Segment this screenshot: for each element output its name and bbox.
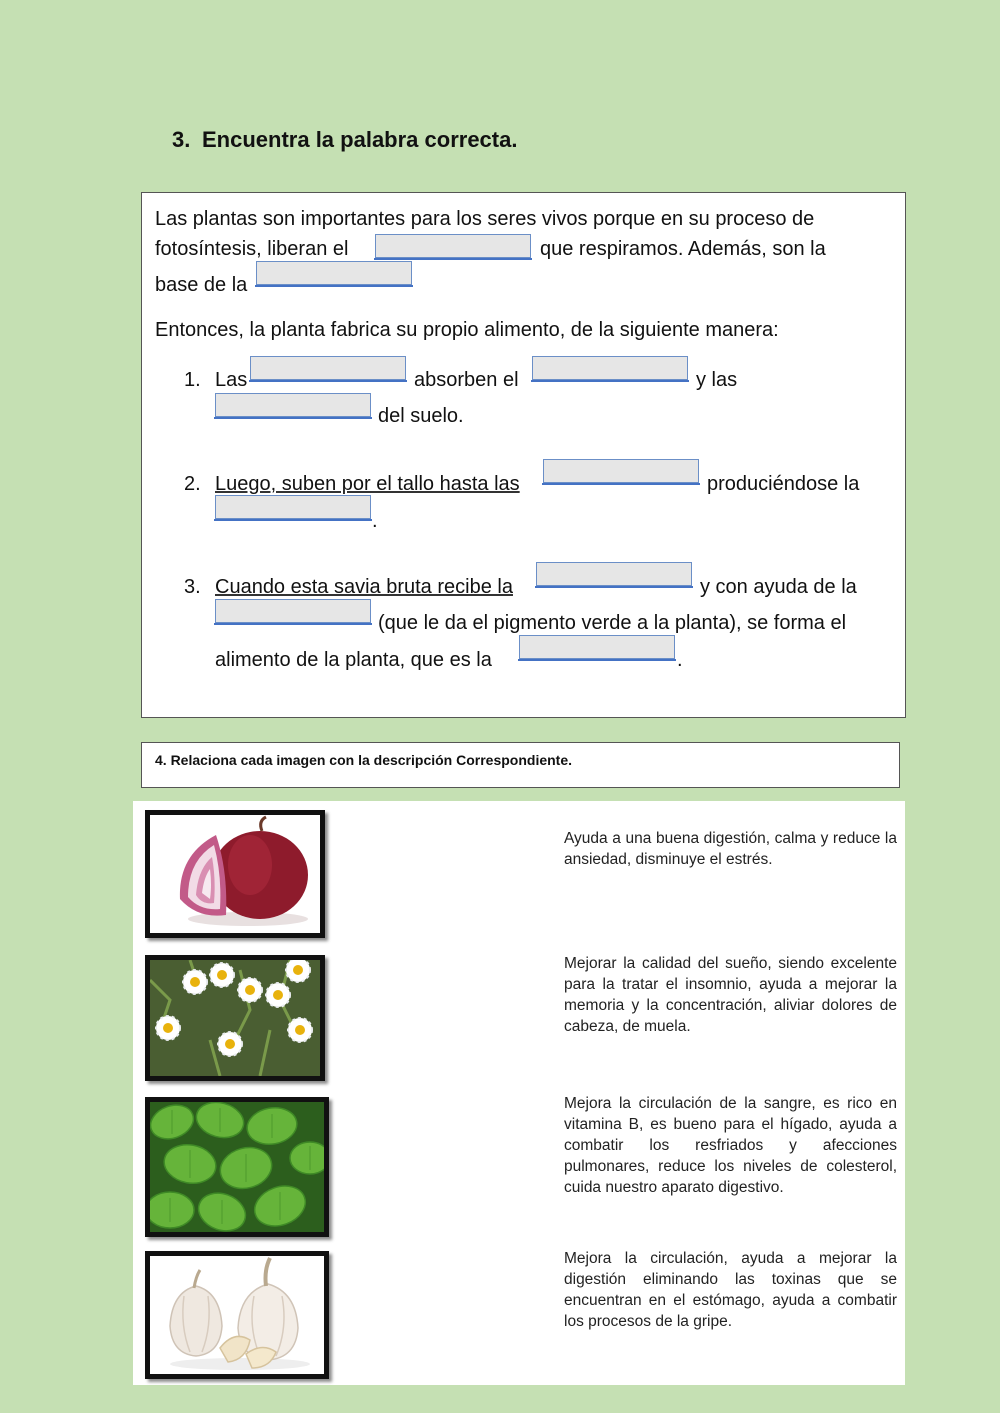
question-4-title: 4. Relaciona cada imagen con la descripción Correspondiente.: [155, 752, 573, 768]
blank-step-2-sap[interactable]: [215, 495, 371, 519]
lemon-balm-icon: [150, 1102, 324, 1232]
question-3-box: [141, 192, 906, 718]
red-onion-image[interactable]: [145, 810, 325, 938]
lemon-balm-image[interactable]: [145, 1097, 329, 1237]
step-3-text-a: Cuando esta savia bruta recibe la: [215, 576, 513, 598]
garlic-icon: [150, 1256, 324, 1374]
intro-line-3: base de la: [155, 274, 248, 296]
step-3-number: 3.: [184, 576, 201, 598]
blank-step-1-water[interactable]: [532, 356, 688, 380]
blank-step-3-food[interactable]: [519, 635, 675, 659]
blank-step-2-leaves[interactable]: [543, 459, 699, 483]
description-2: Mejorar la calidad del sueño, siendo excelente para la tratar el insomnio, ayuda a mejorar la memoria y la concentración, aliviar dolores de cabeza, de muela.: [564, 955, 897, 1035]
description-1: Ayuda a una buena digestión, calma y reduce la ansiedad, disminuye el estrés.: [564, 830, 897, 868]
step-3-text-c: (que le da el pigmento verde a la planta), se forma el: [378, 612, 847, 634]
blank-oxygen[interactable]: [375, 234, 531, 258]
step-1-text-b: absorben el: [414, 369, 519, 391]
step-1-number: 1.: [184, 369, 201, 391]
blank-step-1-roots[interactable]: [250, 356, 406, 380]
red-onion-icon: [150, 815, 320, 933]
step-2-number: 2.: [184, 473, 201, 495]
intro-line-2-b: que respiramos. Además, son la: [540, 238, 826, 260]
step-1-text-a: Las: [215, 369, 248, 391]
step-1-text-d: del suelo.: [378, 405, 464, 427]
step-2-text-a: Luego, suben por el tallo hasta las: [215, 473, 520, 495]
question-3-title: [172, 127, 517, 153]
step-3-text-b: y con ayuda de la: [700, 576, 857, 598]
question-3-text: Encuentra la palabra correcta.: [202, 127, 518, 152]
blank-step-1-minerals[interactable]: [215, 393, 371, 417]
intro-line-2-a: fotosíntesis, liberan el: [155, 238, 349, 260]
question-4-box: [141, 742, 900, 788]
chamomile-icon: [150, 960, 320, 1076]
step-1-text-c: y las: [696, 369, 738, 391]
step-2-text-b: produciéndose la: [707, 473, 860, 495]
blank-base[interactable]: [256, 261, 412, 285]
garlic-image[interactable]: [145, 1251, 329, 1379]
process-intro: Entonces, la planta fabrica su propio alimento, de la siguiente manera:: [155, 319, 779, 341]
matching-panel: [133, 801, 905, 1385]
description-3: Mejora la circulación de la sangre, es rico en vitamina B, es bueno para el hígado, ayuda a combatir los resfriados y afecciones pulmonares, reduce los niveles de colesterol, cuida nuestro aparato digestivo.: [564, 1095, 897, 1196]
blank-step-3-light[interactable]: [536, 562, 692, 586]
step-3-text-d: alimento de la planta, que es la: [215, 649, 492, 671]
step-3-period: .: [677, 649, 683, 671]
blank-step-3-chlorophyll[interactable]: [215, 599, 371, 623]
question-3-number: 3.: [172, 127, 191, 152]
chamomile-image[interactable]: [145, 955, 325, 1081]
description-4: Mejora la circulación, ayuda a mejorar la digestión eliminando las toxinas que se encuentran en el estómago, ayuda a combatir los procesos de la gripe.: [564, 1250, 897, 1330]
intro-line-1: Las plantas son importantes para los seres vivos porque en su proceso de: [155, 208, 815, 230]
step-2-period: .: [372, 510, 378, 532]
